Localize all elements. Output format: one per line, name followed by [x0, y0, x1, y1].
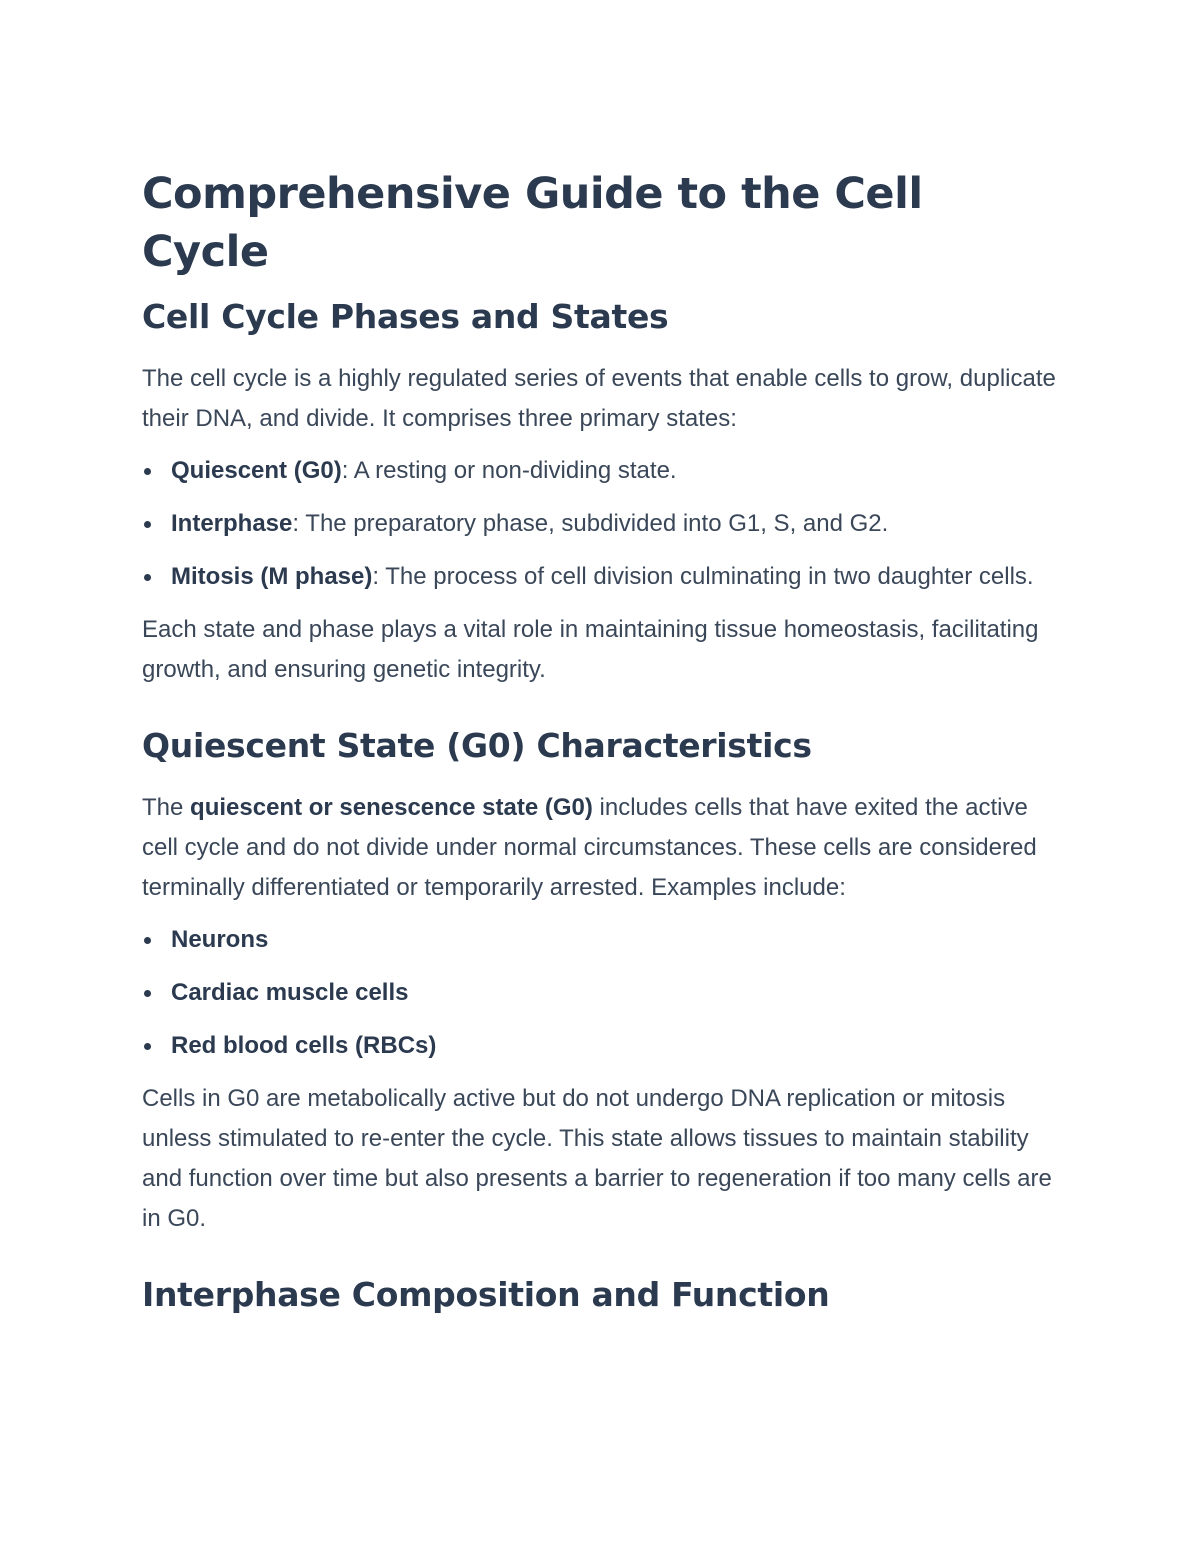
intro-suffix: includes cells that have exited the active cell cycle and do not divide under normal circumstances. These cells are considered terminally differentiated or temporarily arrested. Examples include: [142, 794, 1037, 901]
list-item-text: : A resting or non-dividing state. [341, 457, 677, 484]
section-heading-quiescent: Quiescent State (G0) Characteristics [142, 726, 812, 765]
bullet-icon [144, 990, 151, 997]
list-item-term: Interphase [171, 510, 293, 537]
list-item-term: Mitosis (M phase) [171, 563, 373, 590]
section-heading-phases: Cell Cycle Phases and States [142, 297, 669, 336]
section-heading-interphase: Interphase Composition and Function [142, 1275, 830, 1314]
list-item-term: Cardiac muscle cells [171, 979, 409, 1006]
list-item [142, 557, 1062, 597]
list-item [142, 504, 1062, 544]
bullet-icon [144, 468, 151, 475]
section-closing-quiescent: Cells in G0 are metabolically active but do not undergo DNA replication or mitosis unless stimulated to re-enter the cycle. This state allows tissues to maintain stability and function over time but also presents a barrier to regeneration if too many cells are in G0. [142, 1085, 1052, 1232]
list-item [142, 973, 1062, 1013]
list-item-term: Neurons [171, 926, 269, 953]
bullet-icon [144, 1043, 151, 1050]
page-title: Comprehensive Guide to the Cell Cycle [142, 169, 923, 277]
list-item-term: Quiescent (G0) [171, 457, 342, 484]
list-item [142, 451, 1062, 491]
list-item [142, 920, 1062, 960]
section-closing-phases: Each state and phase plays a vital role in maintaining tissue homeostasis, facilitating growth, and ensuring genetic integrity. [142, 616, 1039, 683]
examples-list [142, 920, 1062, 1066]
list-item-text: : The process of cell division culminating in two daughter cells. [372, 563, 1034, 590]
intro-prefix: The [142, 794, 191, 821]
section-intro-phases: The cell cycle is a highly regulated series of events that enable cells to grow, duplicate their DNA, and divide. It comprises three primary states: [142, 365, 1056, 432]
list-item [142, 1026, 1062, 1066]
bullet-icon [144, 937, 151, 944]
section-intro-quiescent [142, 788, 1062, 908]
intro-bold-term: quiescent or senescence state (G0) [190, 794, 593, 821]
list-item-text: : The preparatory phase, subdivided into G1, S, and G2. [292, 510, 889, 537]
list-item-term: Red blood cells (RBCs) [171, 1032, 437, 1059]
document-page [142, 165, 1062, 1337]
bullet-icon [144, 574, 151, 581]
states-list [142, 451, 1062, 597]
bullet-icon [144, 521, 151, 528]
